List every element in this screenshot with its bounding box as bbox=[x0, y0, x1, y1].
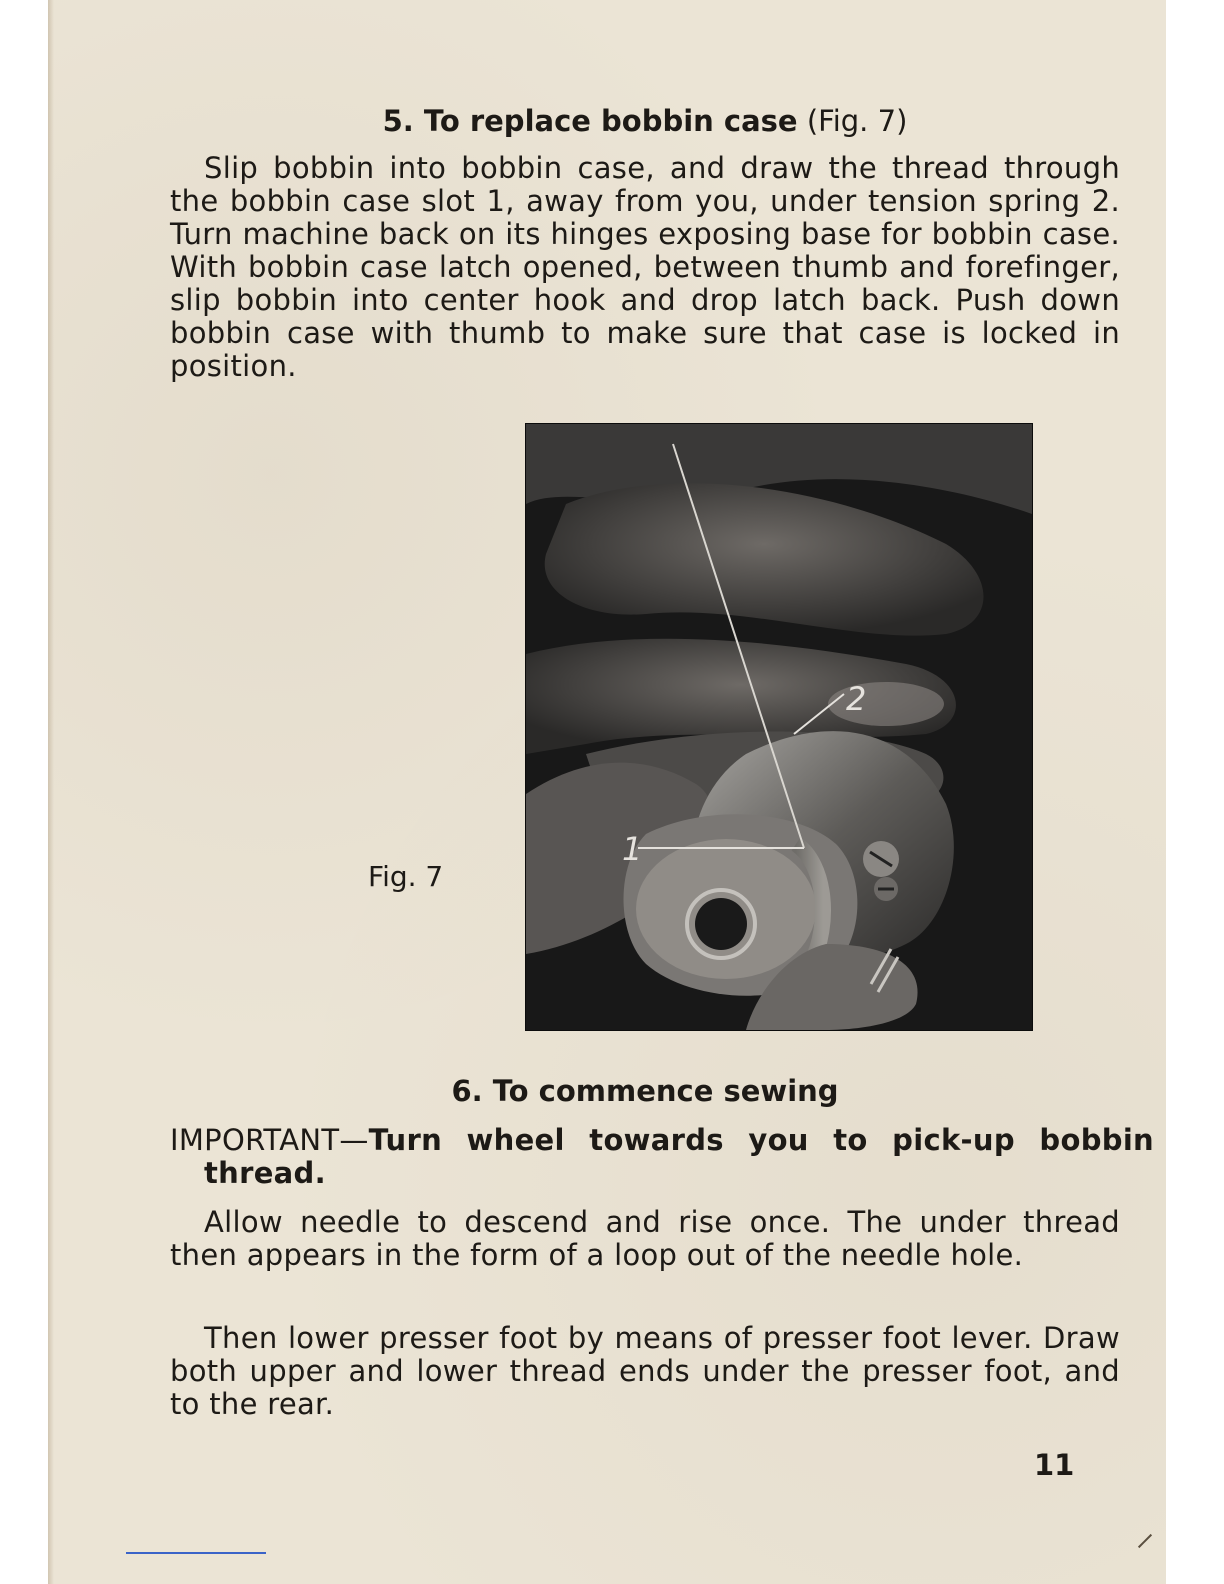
section-5-figure-ref: (Fig. 7) bbox=[806, 104, 908, 138]
section-5-body: Slip bobbin into bobbin case, and draw the thread through the bobbin case slot 1, away from you, under tension spring 2. Turn machine back on its hinges exposing base for bobbin case. With bobbin case latch opened, between thumb and forefinger, slip bobbin into center hook and drop latch back. Push down bobbin case with thumb to make sure that case is locked in position. bbox=[170, 151, 1120, 383]
figure-7-caption: Fig. 7 bbox=[368, 860, 444, 893]
bobbin-case-illustration bbox=[526, 424, 1032, 1030]
important-note bbox=[170, 1124, 1154, 1190]
manual-page bbox=[48, 0, 1166, 1584]
section-6-heading bbox=[170, 1074, 1120, 1108]
callout-1-label: 1 bbox=[622, 830, 643, 868]
section-6-paragraph-1: Allow needle to descend and rise once. The under thread then appears in the form of a loop out of the needle hole. bbox=[170, 1205, 1120, 1272]
footer-rule bbox=[126, 1552, 266, 1554]
section-5-title: 5. To replace bobbin case bbox=[382, 104, 798, 138]
page-edge-shadow bbox=[48, 0, 54, 1584]
section-6-paragraph-2: Then lower presser foot by means of presser foot lever. Draw both upper and lower thread ends under the presser foot, and to the rear. bbox=[170, 1321, 1120, 1421]
figure-7-photo bbox=[526, 424, 1032, 1030]
page-number: 11 bbox=[1034, 1448, 1075, 1482]
important-prefix: IMPORTANT— bbox=[170, 1123, 369, 1157]
section-6-title: 6. To commence sewing bbox=[451, 1074, 839, 1108]
section-5-heading bbox=[170, 104, 1120, 138]
important-text: Turn wheel towards you to pick-up bobbin thread. bbox=[204, 1123, 1154, 1190]
callout-2-label: 2 bbox=[846, 680, 867, 718]
